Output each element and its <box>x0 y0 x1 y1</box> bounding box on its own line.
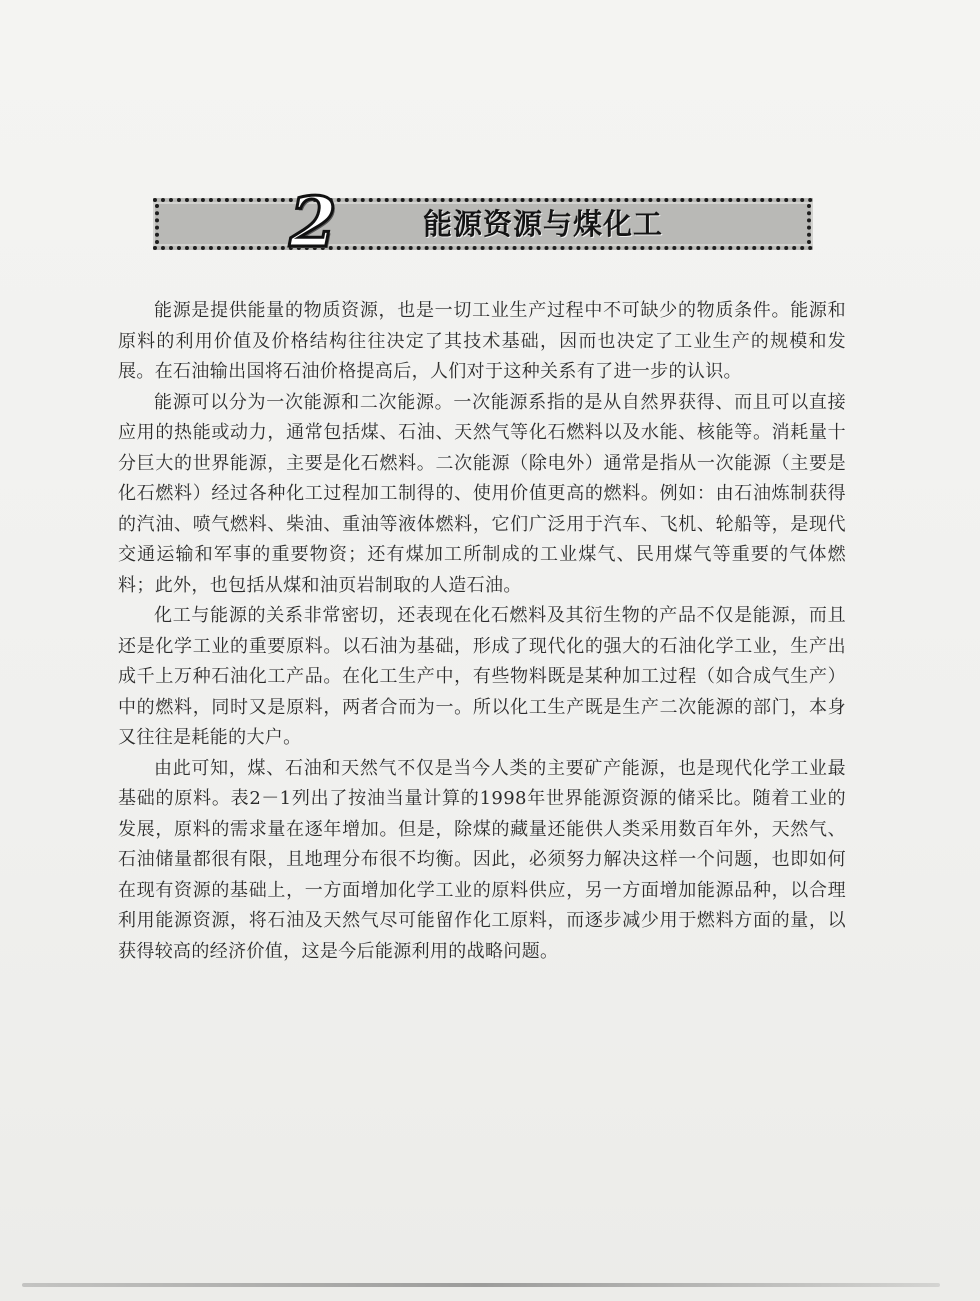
paragraph-2: 能源可以分为一次能源和二次能源。一次能源系指的是从自然界获得、而且可以直接应用的热能或动力，通常包括煤、石油、天然气等化石燃料以及水能、核能等。消耗量十分巨大的世界能源，主要是化石燃料。二次能源（除电外）通常是指从一次能源（主要是化石燃料）经过各种化工过程加工制得的、使用价值更高的燃料。例如：由石油炼制获得的汽油、喷气燃料、柴油、重油等液体燃料，它们广泛用于汽车、飞机、轮船等，是现代交通运输和军事的重要物资；还有煤加工所制成的工业煤气、民用煤气等重要的气体燃料；此外，也包括从煤和油页岩制取的人造石油。 <box>118 391 846 596</box>
chapter-number: 2 <box>289 183 337 263</box>
chapter-title: 能源资源与煤化工 <box>423 207 664 241</box>
chapter-banner <box>153 183 813 263</box>
body-text <box>118 296 846 967</box>
chapter-number-badge <box>269 184 357 262</box>
page-bottom-edge <box>22 1283 940 1287</box>
paragraph-1: 能源是提供能量的物质资源，也是一切工业生产过程中不可缺少的物质条件。能源和原料的利用价值及价格结构往往决定了其技术基础，因而也决定了工业生产的规模和发展。在石油输出国将石油价格提高后，人们对于这种关系有了进一步的认识。 <box>118 300 846 382</box>
paragraph-4: 由此可知，煤、石油和天然气不仅是当今人类的主要矿产能源，也是现代化学工业最基础的原料。表2－1列出了按油当量计算的1998年世界能源资源的储采比。随着工业的发展，原料的需求量在逐年增加。但是，除煤的藏量还能供人类采用数百年外，天然气、石油储量都很有限，且地理分布很不均衡。因此，必须努力解决这样一个问题，也即如何在现有资源的基础上，一方面增加化学工业的原料供应，另一方面增加能源品种，以合理利用能源资源，将石油及天然气尽可能留作化工原料，而逐步减少用于燃料方面的量，以获得较高的经济价值，这是今后能源利用的战略问题。 <box>118 757 846 962</box>
paragraph-3: 化工与能源的关系非常密切，还表现在化石燃料及其衍生物的产品不仅是能源，而且还是化学工业的重要原料。以石油为基础，形成了现代化的强大的石油化学工业，生产出成千上万种石油化工产品。在化工生产中，有些物料既是某种加工过程（如合成气生产）中的燃料，同时又是原料，两者合而为一。所以化工生产既是生产二次能源的部门，本身又往往是耗能的大户。 <box>118 605 846 748</box>
